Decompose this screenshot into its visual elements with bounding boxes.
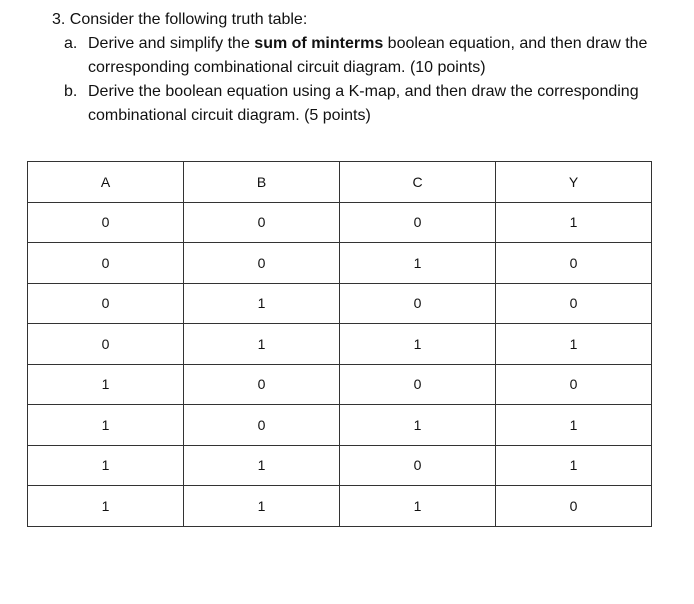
part-a-marker: a. — [64, 35, 78, 52]
cell-y: 1 — [496, 202, 652, 243]
part-a-text — [88, 35, 647, 76]
cell-a: 1 — [28, 405, 184, 446]
table-row — [28, 283, 652, 324]
part-b-text — [88, 83, 639, 124]
table-row — [28, 405, 652, 446]
cell-b: 0 — [184, 202, 340, 243]
question-title: 3. Consider the following truth table: — [52, 11, 308, 28]
cell-b: 1 — [184, 445, 340, 486]
table-row — [28, 445, 652, 486]
question-part-a — [52, 32, 672, 80]
cell-c: 0 — [340, 202, 496, 243]
part-a-bold-term: sum of minterms — [254, 35, 384, 52]
header-y: Y — [496, 162, 652, 203]
cell-b: 0 — [184, 243, 340, 284]
table-row — [28, 364, 652, 405]
cell-c: 1 — [340, 486, 496, 527]
cell-y: 0 — [496, 486, 652, 527]
cell-b: 0 — [184, 405, 340, 446]
part-b-text-before: Derive the boolean equation using a K-map, and then draw the corresponding combinational circuit diagram. (5 points) — [88, 83, 639, 124]
cell-y: 0 — [496, 364, 652, 405]
cell-y: 1 — [496, 405, 652, 446]
cell-c: 1 — [340, 243, 496, 284]
cell-b: 1 — [184, 486, 340, 527]
cell-y: 1 — [496, 324, 652, 365]
part-b-marker: b. — [64, 83, 78, 100]
cell-b: 1 — [184, 324, 340, 365]
truth-table — [27, 161, 652, 527]
cell-c: 0 — [340, 445, 496, 486]
truth-table-header-row — [28, 162, 652, 203]
table-row — [28, 486, 652, 527]
question-part-b — [52, 80, 672, 128]
cell-c: 0 — [340, 364, 496, 405]
question-block — [52, 8, 672, 128]
header-a: A — [28, 162, 184, 203]
cell-a: 1 — [28, 486, 184, 527]
cell-y: 1 — [496, 445, 652, 486]
cell-a: 0 — [28, 324, 184, 365]
part-a-text-before: Derive and simplify the — [88, 35, 255, 52]
header-b: B — [184, 162, 340, 203]
table-row — [28, 324, 652, 365]
cell-a: 0 — [28, 243, 184, 284]
cell-a: 0 — [28, 202, 184, 243]
table-row — [28, 202, 652, 243]
cell-c: 0 — [340, 283, 496, 324]
cell-y: 0 — [496, 283, 652, 324]
cell-b: 1 — [184, 283, 340, 324]
cell-y: 0 — [496, 243, 652, 284]
question-parts — [52, 32, 672, 128]
cell-c: 1 — [340, 405, 496, 446]
cell-a: 1 — [28, 445, 184, 486]
part-a-text-after: boolean equation, and then draw the corresponding combinational circuit diagram. (10 points) — [88, 35, 648, 76]
cell-a: 1 — [28, 364, 184, 405]
cell-c: 1 — [340, 324, 496, 365]
cell-a: 0 — [28, 283, 184, 324]
table-row — [28, 243, 652, 284]
header-c: C — [340, 162, 496, 203]
cell-b: 0 — [184, 364, 340, 405]
